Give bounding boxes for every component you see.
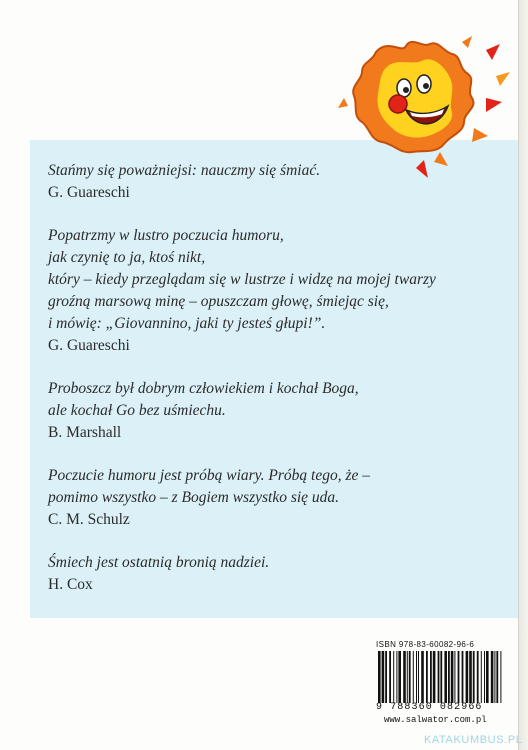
quotes-list <box>48 160 513 617</box>
quote-line: który – kiedy przeglądam się w lustrze i widzę na mojej twarzy <box>48 271 436 288</box>
quote-line: jak czynię to ja, ktoś nikt, <box>48 249 206 266</box>
quote-author: H. Cox <box>48 576 93 593</box>
quote-1 <box>48 160 513 204</box>
quote-3 <box>48 378 513 444</box>
quote-line: groźną marsową minę – opuszczam głowę, śmiejąc się, <box>48 293 389 310</box>
page-edge <box>518 0 528 750</box>
quote-line: Popatrzmy w lustro poczucia humoru, <box>48 227 284 244</box>
barcode-icon <box>376 651 506 703</box>
quote-line: Stańmy się poważniejsi: nauczmy się śmiać. <box>48 162 321 179</box>
quote-4 <box>48 465 513 531</box>
quote-2 <box>48 225 513 357</box>
quote-author: B. Marshall <box>48 424 122 441</box>
barcode-digits: 9 788360 082966 <box>376 702 483 713</box>
watermark: KATAKUMBUS.PL <box>424 734 523 746</box>
quote-author: G. Guareschi <box>48 184 130 201</box>
quote-author: C. M. Schulz <box>48 511 130 528</box>
isbn-label: ISBN 978-83-60082-96-6 <box>376 640 475 649</box>
quote-author: G. Guareschi <box>48 337 130 354</box>
quote-line: pomimo wszystko – z Bogiem wszystko się uda. <box>48 489 340 506</box>
quote-5 <box>48 552 513 596</box>
laughing-sun-icon <box>336 32 512 180</box>
quote-line: Poczucie humoru jest próbą wiary. Próbą tego, że – <box>48 467 371 484</box>
quote-line: ale kochał Go bez uśmiechu. <box>48 402 226 419</box>
quote-line: Proboszcz był dobrym człowiekiem i kochał Boga, <box>48 380 359 397</box>
publisher-website: www.salwator.com.pl <box>384 715 487 725</box>
quote-line: Śmiech jest ostatnią bronią nadziei. <box>48 554 270 571</box>
quote-line: i mówię: „Giovannino, jaki ty jesteś głupi!”. <box>48 315 326 332</box>
